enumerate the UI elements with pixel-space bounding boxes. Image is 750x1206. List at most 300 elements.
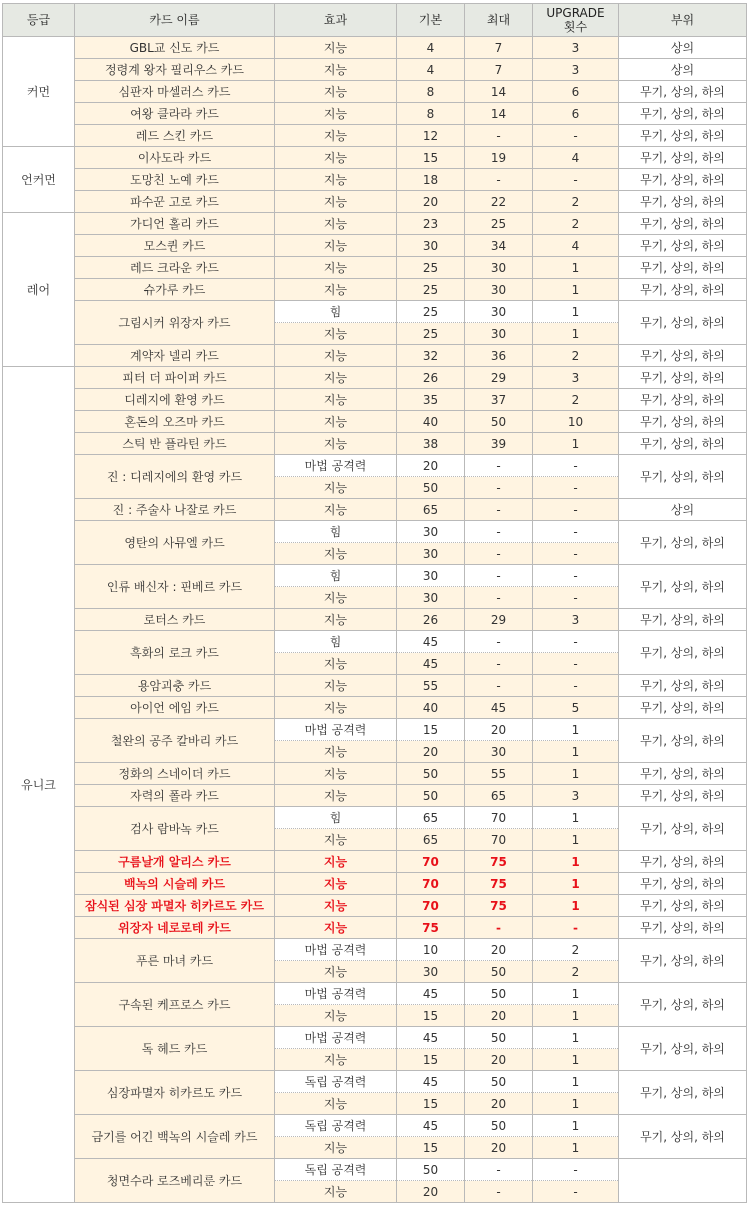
- base-cell: 45: [397, 983, 465, 1005]
- max-cell: 7: [465, 37, 533, 59]
- max-cell: 70: [465, 829, 533, 851]
- card-name-cell: 흑화의 로크 카드: [75, 631, 275, 675]
- effect-cell: 지능: [275, 389, 397, 411]
- max-cell: 50: [465, 983, 533, 1005]
- upgrade-cell: -: [533, 169, 619, 191]
- effect-cell: 지능: [275, 499, 397, 521]
- table-row: [3, 983, 747, 1005]
- upgrade-cell: 2: [533, 961, 619, 983]
- parts-cell: 무기, 상의, 하의: [619, 631, 747, 675]
- effect-cell: 지능: [275, 961, 397, 983]
- base-cell: 15: [397, 147, 465, 169]
- table-row: [3, 81, 747, 103]
- parts-cell: 무기, 상의, 하의: [619, 763, 747, 785]
- card-name-cell: 계약자 넬리 카드: [75, 345, 275, 367]
- base-cell: 50: [397, 1159, 465, 1181]
- card-name-cell: 여왕 클라라 카드: [75, 103, 275, 125]
- parts-cell: 무기, 상의, 하의: [619, 521, 747, 565]
- base-cell: 25: [397, 279, 465, 301]
- effect-cell: 마법 공격력: [275, 719, 397, 741]
- upgrade-cell: -: [533, 521, 619, 543]
- upgrade-cell: 1: [533, 807, 619, 829]
- table-row: [3, 279, 747, 301]
- header-parts: 부위: [619, 4, 747, 37]
- parts-cell: 무기, 상의, 하의: [619, 895, 747, 917]
- base-cell: 45: [397, 1115, 465, 1137]
- card-name-cell: 청면수라 로즈베리룬 카드: [75, 1159, 275, 1203]
- card-name-cell: 영탄의 사뮤엘 카드: [75, 521, 275, 565]
- parts-cell: 무기, 상의, 하의: [619, 675, 747, 697]
- effect-cell: 지능: [275, 1093, 397, 1115]
- base-cell: 35: [397, 389, 465, 411]
- base-cell: 26: [397, 609, 465, 631]
- parts-cell: 무기, 상의, 하의: [619, 345, 747, 367]
- parts-cell: 무기, 상의, 하의: [619, 235, 747, 257]
- effect-cell: 독립 공격력: [275, 1115, 397, 1137]
- base-cell: 4: [397, 37, 465, 59]
- max-cell: 25: [465, 213, 533, 235]
- base-cell: 75: [397, 917, 465, 939]
- upgrade-cell: 5: [533, 697, 619, 719]
- effect-cell: 지능: [275, 213, 397, 235]
- base-cell: 50: [397, 785, 465, 807]
- max-cell: 30: [465, 741, 533, 763]
- max-cell: -: [465, 455, 533, 477]
- max-cell: 75: [465, 851, 533, 873]
- upgrade-cell: 1: [533, 851, 619, 873]
- grade-cell: 커먼: [3, 37, 75, 147]
- upgrade-cell: 2: [533, 389, 619, 411]
- upgrade-cell: -: [533, 675, 619, 697]
- card-name-cell: 진 : 디레지에의 환영 카드: [75, 455, 275, 499]
- table-row: [3, 345, 747, 367]
- max-cell: -: [465, 477, 533, 499]
- base-cell: 45: [397, 1027, 465, 1049]
- parts-cell: 무기, 상의, 하의: [619, 301, 747, 345]
- upgrade-cell: 3: [533, 59, 619, 81]
- max-cell: -: [465, 499, 533, 521]
- base-cell: 45: [397, 653, 465, 675]
- effect-cell: 지능: [275, 741, 397, 763]
- table-row: [3, 169, 747, 191]
- max-cell: 30: [465, 301, 533, 323]
- max-cell: -: [465, 125, 533, 147]
- max-cell: -: [465, 653, 533, 675]
- base-cell: 32: [397, 345, 465, 367]
- max-cell: 50: [465, 1115, 533, 1137]
- max-cell: 19: [465, 147, 533, 169]
- effect-cell: 지능: [275, 851, 397, 873]
- base-cell: 65: [397, 807, 465, 829]
- upgrade-cell: 1: [533, 1071, 619, 1093]
- card-name-cell: 자력의 폴라 카드: [75, 785, 275, 807]
- upgrade-cell: 2: [533, 191, 619, 213]
- table-body: [3, 37, 747, 1203]
- table-row: [3, 1071, 747, 1093]
- upgrade-cell: 2: [533, 939, 619, 961]
- upgrade-cell: -: [533, 1159, 619, 1181]
- parts-cell: 무기, 상의, 하의: [619, 125, 747, 147]
- card-name-cell: 아이언 에임 카드: [75, 697, 275, 719]
- upgrade-cell: -: [533, 477, 619, 499]
- max-cell: 75: [465, 873, 533, 895]
- base-cell: 15: [397, 1005, 465, 1027]
- upgrade-cell: 3: [533, 37, 619, 59]
- card-name-cell: 스틱 반 플라틴 카드: [75, 433, 275, 455]
- parts-cell: 무기, 상의, 하의: [619, 1115, 747, 1159]
- effect-cell: 마법 공격력: [275, 983, 397, 1005]
- max-cell: 20: [465, 1005, 533, 1027]
- card-name-cell: 철완의 공주 칼바리 카드: [75, 719, 275, 763]
- table-row: [3, 565, 747, 587]
- table-row: [3, 191, 747, 213]
- upgrade-cell: -: [533, 631, 619, 653]
- effect-cell: 마법 공격력: [275, 939, 397, 961]
- effect-cell: 지능: [275, 257, 397, 279]
- header-grade: 등급: [3, 4, 75, 37]
- upgrade-cell: 1: [533, 1027, 619, 1049]
- max-cell: 20: [465, 939, 533, 961]
- base-cell: 45: [397, 631, 465, 653]
- table-row: [3, 763, 747, 785]
- base-cell: 20: [397, 191, 465, 213]
- effect-cell: 마법 공격력: [275, 1027, 397, 1049]
- header-upgrade: UPGRADE 횟수: [533, 4, 619, 37]
- upgrade-cell: 1: [533, 829, 619, 851]
- upgrade-cell: 1: [533, 279, 619, 301]
- upgrade-cell: 1: [533, 741, 619, 763]
- base-cell: 15: [397, 1049, 465, 1071]
- card-name-cell: 용암괴충 카드: [75, 675, 275, 697]
- effect-cell: 지능: [275, 125, 397, 147]
- table-row: [3, 59, 747, 81]
- table-row: [3, 301, 747, 323]
- max-cell: 37: [465, 389, 533, 411]
- card-name-cell: 파수꾼 고로 카드: [75, 191, 275, 213]
- parts-cell: 무기, 상의, 하의: [619, 609, 747, 631]
- card-name-cell: 이사도라 카드: [75, 147, 275, 169]
- parts-cell: 무기, 상의, 하의: [619, 81, 747, 103]
- effect-cell: 독립 공격력: [275, 1159, 397, 1181]
- max-cell: 55: [465, 763, 533, 785]
- max-cell: 65: [465, 785, 533, 807]
- table-row: [3, 389, 747, 411]
- max-cell: 29: [465, 367, 533, 389]
- table-row: [3, 433, 747, 455]
- card-name-cell: 슈가루 카드: [75, 279, 275, 301]
- card-name-cell: 로터스 카드: [75, 609, 275, 631]
- card-name-cell: 모스퀸 카드: [75, 235, 275, 257]
- max-cell: 75: [465, 895, 533, 917]
- upgrade-cell: 1: [533, 1093, 619, 1115]
- effect-cell: 마법 공격력: [275, 455, 397, 477]
- parts-cell: 무기, 상의, 하의: [619, 257, 747, 279]
- base-cell: 15: [397, 1093, 465, 1115]
- max-cell: 20: [465, 1137, 533, 1159]
- upgrade-cell: 4: [533, 147, 619, 169]
- header-card-name: 카드 이름: [75, 4, 275, 37]
- max-cell: 50: [465, 411, 533, 433]
- upgrade-cell: 3: [533, 785, 619, 807]
- max-cell: -: [465, 169, 533, 191]
- upgrade-cell: 2: [533, 213, 619, 235]
- max-cell: 30: [465, 257, 533, 279]
- card-name-cell: 가디언 홀리 카드: [75, 213, 275, 235]
- parts-cell: 상의: [619, 499, 747, 521]
- max-cell: -: [465, 631, 533, 653]
- effect-cell: 지능: [275, 1049, 397, 1071]
- parts-cell: 무기, 상의, 하의: [619, 169, 747, 191]
- table-row: [3, 499, 747, 521]
- base-cell: 12: [397, 125, 465, 147]
- upgrade-cell: 1: [533, 1005, 619, 1027]
- effect-cell: 지능: [275, 433, 397, 455]
- base-cell: 8: [397, 81, 465, 103]
- effect-cell: 지능: [275, 367, 397, 389]
- upgrade-cell: -: [533, 587, 619, 609]
- base-cell: 70: [397, 851, 465, 873]
- effect-cell: 지능: [275, 763, 397, 785]
- parts-cell: 무기, 상의, 하의: [619, 807, 747, 851]
- upgrade-cell: -: [533, 1181, 619, 1203]
- parts-cell: 무기, 상의, 하의: [619, 939, 747, 983]
- upgrade-cell: 1: [533, 719, 619, 741]
- max-cell: -: [465, 543, 533, 565]
- grade-cell: 유니크: [3, 367, 75, 1203]
- effect-cell: 지능: [275, 895, 397, 917]
- parts-cell: 무기, 상의, 하의: [619, 917, 747, 939]
- parts-cell: 상의: [619, 37, 747, 59]
- parts-cell: 무기, 상의, 하의: [619, 147, 747, 169]
- table-row: [3, 895, 747, 917]
- max-cell: -: [465, 1181, 533, 1203]
- effect-cell: 지능: [275, 191, 397, 213]
- effect-cell: 지능: [275, 345, 397, 367]
- card-table: [2, 3, 747, 1203]
- upgrade-cell: -: [533, 653, 619, 675]
- effect-cell: 지능: [275, 697, 397, 719]
- base-cell: 10: [397, 939, 465, 961]
- upgrade-cell: 1: [533, 1137, 619, 1159]
- base-cell: 30: [397, 235, 465, 257]
- max-cell: -: [465, 1159, 533, 1181]
- parts-cell: 무기, 상의, 하의: [619, 1071, 747, 1115]
- base-cell: 30: [397, 587, 465, 609]
- upgrade-cell: 1: [533, 1115, 619, 1137]
- parts-cell: [619, 1159, 747, 1203]
- card-name-cell: 레드 크라운 카드: [75, 257, 275, 279]
- max-cell: -: [465, 587, 533, 609]
- table-row: [3, 675, 747, 697]
- card-name-cell: 정령계 왕자 필리우스 카드: [75, 59, 275, 81]
- base-cell: 18: [397, 169, 465, 191]
- parts-cell: 무기, 상의, 하의: [619, 411, 747, 433]
- effect-cell: 지능: [275, 587, 397, 609]
- base-cell: 65: [397, 829, 465, 851]
- table-row: [3, 147, 747, 169]
- table-row: [3, 807, 747, 829]
- max-cell: 20: [465, 1049, 533, 1071]
- grade-cell: 언커먼: [3, 147, 75, 213]
- card-name-cell: 구름날개 알리스 카드: [75, 851, 275, 873]
- base-cell: 23: [397, 213, 465, 235]
- effect-cell: 지능: [275, 1181, 397, 1203]
- max-cell: 14: [465, 103, 533, 125]
- base-cell: 26: [397, 367, 465, 389]
- card-name-cell: 검사 람바녹 카드: [75, 807, 275, 851]
- upgrade-cell: 1: [533, 323, 619, 345]
- effect-cell: 지능: [275, 653, 397, 675]
- max-cell: 50: [465, 1071, 533, 1093]
- card-name-cell: 독 헤드 카드: [75, 1027, 275, 1071]
- table-row: [3, 521, 747, 543]
- upgrade-cell: 10: [533, 411, 619, 433]
- table-row: [3, 235, 747, 257]
- card-name-cell: 심장파멸자 히카르도 카드: [75, 1071, 275, 1115]
- upgrade-cell: -: [533, 565, 619, 587]
- max-cell: 34: [465, 235, 533, 257]
- card-name-cell: 인류 배신자 : 핀베르 카드: [75, 565, 275, 609]
- table-row: [3, 939, 747, 961]
- upgrade-cell: -: [533, 455, 619, 477]
- effect-cell: 지능: [275, 81, 397, 103]
- base-cell: 30: [397, 565, 465, 587]
- effect-cell: 지능: [275, 543, 397, 565]
- effect-cell: 지능: [275, 235, 397, 257]
- upgrade-cell: -: [533, 499, 619, 521]
- effect-cell: 힘: [275, 631, 397, 653]
- table-row: [3, 367, 747, 389]
- upgrade-cell: 1: [533, 763, 619, 785]
- card-name-cell: 위장자 네로로테 카드: [75, 917, 275, 939]
- max-cell: 29: [465, 609, 533, 631]
- base-cell: 30: [397, 543, 465, 565]
- grade-cell: 레어: [3, 213, 75, 367]
- parts-cell: 무기, 상의, 하의: [619, 873, 747, 895]
- base-cell: 25: [397, 257, 465, 279]
- effect-cell: 독립 공격력: [275, 1071, 397, 1093]
- upgrade-cell: 1: [533, 257, 619, 279]
- table-row: [3, 213, 747, 235]
- base-cell: 65: [397, 499, 465, 521]
- base-cell: 50: [397, 763, 465, 785]
- upgrade-cell: 6: [533, 81, 619, 103]
- max-cell: 14: [465, 81, 533, 103]
- table-row: [3, 455, 747, 477]
- max-cell: 22: [465, 191, 533, 213]
- max-cell: 20: [465, 1093, 533, 1115]
- max-cell: 30: [465, 323, 533, 345]
- parts-cell: 무기, 상의, 하의: [619, 191, 747, 213]
- header-base: 기본: [397, 4, 465, 37]
- table-row: [3, 873, 747, 895]
- effect-cell: 지능: [275, 279, 397, 301]
- max-cell: -: [465, 521, 533, 543]
- effect-cell: 지능: [275, 103, 397, 125]
- upgrade-cell: -: [533, 125, 619, 147]
- upgrade-cell: 1: [533, 983, 619, 1005]
- card-name-cell: 피터 더 파이퍼 카드: [75, 367, 275, 389]
- upgrade-cell: 1: [533, 433, 619, 455]
- parts-cell: 무기, 상의, 하의: [619, 389, 747, 411]
- base-cell: 25: [397, 301, 465, 323]
- table-row: [3, 609, 747, 631]
- effect-cell: 힘: [275, 807, 397, 829]
- max-cell: 30: [465, 279, 533, 301]
- parts-cell: 무기, 상의, 하의: [619, 213, 747, 235]
- table-row: [3, 411, 747, 433]
- effect-cell: 지능: [275, 609, 397, 631]
- upgrade-cell: 3: [533, 609, 619, 631]
- base-cell: 30: [397, 521, 465, 543]
- effect-cell: 지능: [275, 675, 397, 697]
- card-name-cell: GBL교 신도 카드: [75, 37, 275, 59]
- effect-cell: 지능: [275, 1005, 397, 1027]
- card-name-cell: 백녹의 시슬레 카드: [75, 873, 275, 895]
- base-cell: 38: [397, 433, 465, 455]
- parts-cell: 무기, 상의, 하의: [619, 367, 747, 389]
- effect-cell: 지능: [275, 477, 397, 499]
- base-cell: 70: [397, 895, 465, 917]
- parts-cell: 무기, 상의, 하의: [619, 565, 747, 609]
- upgrade-cell: 1: [533, 895, 619, 917]
- header-row: [3, 4, 747, 37]
- upgrade-cell: 1: [533, 873, 619, 895]
- base-cell: 20: [397, 455, 465, 477]
- table-row: [3, 631, 747, 653]
- base-cell: 70: [397, 873, 465, 895]
- base-cell: 30: [397, 961, 465, 983]
- effect-cell: 힘: [275, 565, 397, 587]
- effect-cell: 지능: [275, 873, 397, 895]
- base-cell: 25: [397, 323, 465, 345]
- effect-cell: 힘: [275, 301, 397, 323]
- card-name-cell: 잠식된 심장 파멸자 히카르도 카드: [75, 895, 275, 917]
- upgrade-cell: 1: [533, 301, 619, 323]
- upgrade-cell: -: [533, 917, 619, 939]
- upgrade-cell: 6: [533, 103, 619, 125]
- max-cell: 7: [465, 59, 533, 81]
- table-row: [3, 257, 747, 279]
- base-cell: 15: [397, 1137, 465, 1159]
- upgrade-cell: 1: [533, 1049, 619, 1071]
- max-cell: -: [465, 565, 533, 587]
- max-cell: 45: [465, 697, 533, 719]
- effect-cell: 지능: [275, 169, 397, 191]
- base-cell: 50: [397, 477, 465, 499]
- max-cell: 39: [465, 433, 533, 455]
- parts-cell: 무기, 상의, 하의: [619, 455, 747, 499]
- upgrade-cell: 3: [533, 367, 619, 389]
- parts-cell: 무기, 상의, 하의: [619, 433, 747, 455]
- effect-cell: 지능: [275, 59, 397, 81]
- table-row: [3, 103, 747, 125]
- effect-cell: 지능: [275, 785, 397, 807]
- card-name-cell: 도망친 노예 카드: [75, 169, 275, 191]
- effect-cell: 지능: [275, 917, 397, 939]
- effect-cell: 지능: [275, 1137, 397, 1159]
- table-row: [3, 697, 747, 719]
- effect-cell: 지능: [275, 829, 397, 851]
- effect-cell: 지능: [275, 147, 397, 169]
- card-name-cell: 심판자 마셀러스 카드: [75, 81, 275, 103]
- card-name-cell: 정화의 스네이더 카드: [75, 763, 275, 785]
- max-cell: 36: [465, 345, 533, 367]
- max-cell: 20: [465, 719, 533, 741]
- upgrade-cell: 4: [533, 235, 619, 257]
- parts-cell: 무기, 상의, 하의: [619, 719, 747, 763]
- header-effect: 효과: [275, 4, 397, 37]
